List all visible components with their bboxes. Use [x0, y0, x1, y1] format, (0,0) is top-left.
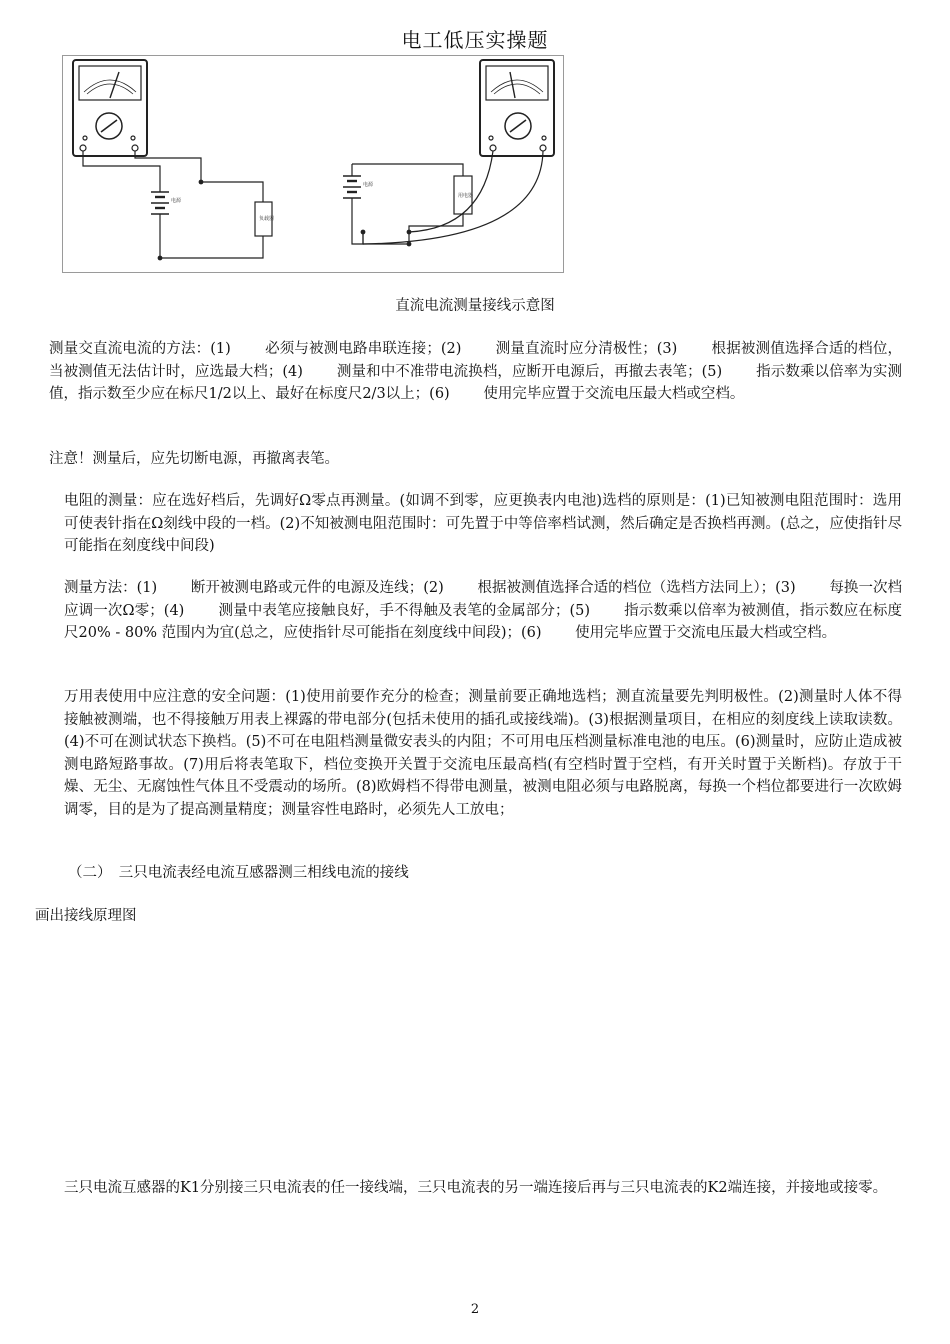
- multimeter-right: [480, 60, 554, 156]
- paragraph-caution: 注意！测量后，应先切断电源，再撤离表笔。: [49, 451, 339, 467]
- dc-current-wiring-figure: [62, 55, 564, 273]
- page-title: 电工低压实操题: [401, 28, 549, 52]
- paragraph-resistance-measurement: 电阻的测量：应在选好档后，先调好Ω零点再测量。(如调不到零，应更换表内电池)选档的原则是：(1)已知被测电阻范围时：选用可使表针指在Ω刻线中段的一档。(2)不知被测电阻范围时：可先置于中等倍率档试测，然后确定是否换档再测。(总之，应使指针尽可能指在刻度线中间段): [64, 493, 902, 554]
- task-draw-diagram: 画出接线原理图: [35, 908, 137, 924]
- paragraph-safety-issues: 万用表使用中应注意的安全问题：(1)使用前要作充分的检查；测量前要正确地选档；测直流量要先判明极性。(2)测量时人体不得接触被测端，也不得接触万用表上裸露的带电部分(包括未使用的插孔或接线端)。(3)根据测量项目，在相应的刻度线上读取读数。(4)不可在测试状态下换档。(5)不可在电阻档测量微安表头的内阻；不可用电压档测量标准电池的电压。(6)测量时，应防止造成被测电路短路事故。(7)用后将表笔取下，档位变换开关置于交流电压最高档(有空档时置于空档，有开关时置于关断档)。存放于干燥、无尘、无腐蚀性气体且不受震动的场所。(8)欧姆档不得带电测量，被测电阻必须与电路脱离，每换一个档位都要进行一次欧姆调零，目的是为了提高测量精度；测量容性电路时，必须先人工放电；: [64, 689, 902, 818]
- page-number: 2: [470, 1302, 480, 1317]
- paragraph-current-measurement: 测量交直流电流的方法：(1) 必须与被测电路串联连接；(2) 测量直流时应分清极性；(3) 根据被测值选择合适的档位，当被测值无法估计时，应选最大档；(4) 测量和中不准带电流换档，应断开电源后，再撤去表笔；(5) 指示数乘以倍率为实测值，指示数至少应在标尺1/2以上、最好在标度尺2/3以上；(6) 使用完毕应置于交流电压最大档或空档。: [49, 341, 902, 402]
- multimeter-left: [73, 60, 147, 156]
- load-label-left: 负载器: [259, 216, 275, 222]
- paragraph-ct-wiring: 三只电流互感器的K1分别接三只电流表的任一接线端，三只电流表的另一端连接后再与三只电流表的K2端连接，并接地或接零。: [64, 1180, 888, 1196]
- wiring-diagram: [63, 56, 563, 272]
- load-label-right: 用电器: [458, 193, 474, 199]
- battery-label-right: 电源: [363, 182, 374, 188]
- battery-label-left: 电源: [171, 198, 182, 204]
- section-heading-three-phase: （二） 三只电流表经电流互感器测三相线电流的接线: [68, 865, 409, 881]
- figure-caption: 直流电流测量接线示意图: [395, 298, 555, 314]
- paragraph-measurement-method: 测量方法：(1) 断开被测电路或元件的电源及连线；(2) 根据被测值选择合适的档位（选档方法同上）；(3) 每换一次档应调一次Ω零；(4) 测量中表笔应接触良好，手不得触及表笔的金属部分；(5) 指示数乘以倍率为被测值，指示数应在标度尺20% - 80% 范围内为宜(总之，应使指针尽可能指在刻度线中间段)；(6) 使用完毕应置于交流电压最大档或空档。: [64, 580, 902, 641]
